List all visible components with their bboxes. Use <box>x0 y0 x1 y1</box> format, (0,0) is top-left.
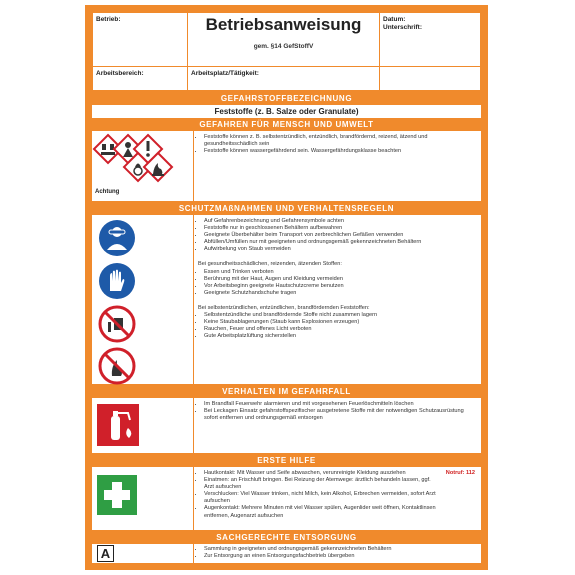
list-item: • Geeignete Überbehälter beim Transport von zerbrechlichen Gefäßen verwenden <box>204 232 477 239</box>
section-gefahrfall: VERHALTEN IM GEFAHRFALL <box>92 386 481 397</box>
operating-instruction-sheet <box>85 5 488 570</box>
list-item: • Sammlung in geeigneten und ordnungsgemäß gekennzeichneten Behältern <box>204 546 477 553</box>
substance-box <box>92 105 481 118</box>
datum-cell <box>379 12 481 67</box>
arbeitsplatz-cell <box>187 66 380 91</box>
list-item: • Zur Entsorgung an einen Entsorgungsfachbetrieb übergeben <box>204 553 477 560</box>
unterschrift-label: Unterschrift: <box>383 24 423 31</box>
header-table <box>92 12 481 91</box>
empty-cell <box>379 66 481 91</box>
first-aid-icons <box>92 467 194 530</box>
protection-intro-2: Bei gesundheitsschädlichen, reizenden, ätzenden Stoffen: <box>198 261 342 268</box>
section-schutz: SCHUTZMAßNAHMEN UND VERHALTENSREGELN <box>92 203 481 214</box>
page-title: Betriebsanweisung <box>205 15 362 34</box>
protection-box <box>92 215 481 384</box>
betrieb-label: Betrieb: <box>96 16 121 23</box>
signal-word: Achtung <box>95 189 120 195</box>
substance-name: Feststoffe (z. B. Salze oder Granulate) <box>214 107 359 116</box>
arbeitsbereich-cell <box>92 66 188 91</box>
list-item: • Berührung mit der Haut, Augen und Kleidung vermeiden <box>204 276 477 283</box>
list-item: • Verschlucken: Viel Wasser trinken, nicht Milch, kein Alkohol, Erbrechen vermeiden, sofort Arzt aufsuchen <box>204 491 441 505</box>
list-item: • Auf Gefahrenbezeichnung und Gefahrensymbole achten <box>204 218 477 225</box>
hazard-icons <box>92 131 194 201</box>
disposal-text <box>198 546 477 560</box>
gloves-mandatory-icon <box>97 261 137 301</box>
list-item: • Hautkontakt: Mit Wasser und Seife abwaschen, verunreinigte Kleidung ausziehen <box>204 470 441 477</box>
fire-extinguisher-icon <box>97 404 139 446</box>
list-item: • Vor Arbeitsbeginn geeignete Hautschutzcreme benutzen <box>204 283 477 290</box>
list-item: • Bei Leckagen Einsatz gefahrstoffspezifischer ausgetretene Stoffe mit der notwendigen Schutzausrüstung sofort entfernen und ordnungsgemäß entsorgen <box>204 408 477 422</box>
no-open-flame-icon <box>97 346 137 386</box>
list-item: • Essen und Trinken verboten <box>204 269 477 276</box>
hazard-text <box>198 134 477 155</box>
list-item: • Einatmen: an Frischluft bringen. Bei Reizung der Atemwege: ärztlich behandeln lassen, ggf. Arzt aufsuchen <box>204 477 441 491</box>
list-item: • Feststoffe nur in geschlossenen Behältern aufbewahren <box>204 225 477 232</box>
list-item: • Aufwirbelung von Staub vermeiden <box>204 246 477 253</box>
list-item: • Augenkontakt: Mehrere Minuten mit viel Wasser spülen, Augenlider weit öffnen, Kontaktlinsen entfernen, Augenarzt aufsuchen <box>204 505 441 519</box>
page-subtitle: gem. §14 GefStoffV <box>253 43 314 50</box>
betrieb-cell <box>92 12 188 67</box>
disposal-category-badge: A <box>97 545 114 562</box>
list-item: • Geeignete Schutzhandschuhe tragen <box>204 290 477 297</box>
datum-label: Datum: <box>383 16 406 23</box>
list-item: • Im Brandfall Feuerwehr alarmieren und mit vorgesehenen Feuerlöschmitteln löschen <box>204 401 477 408</box>
no-eating-drinking-icon <box>97 304 137 344</box>
first-aid-cross-icon <box>97 475 137 515</box>
section-entsorgung: SACHGERECHTE ENTSORGUNG <box>92 532 481 543</box>
section-gefahren: GEFAHREN FÜR MENSCH UND UMWELT <box>92 119 481 130</box>
emergency-icons <box>92 398 194 453</box>
hazard-box <box>92 131 481 201</box>
title-cell <box>187 12 380 67</box>
emergency-box <box>92 398 481 453</box>
first-aid-text <box>198 470 441 520</box>
list-item: • Feststoffe können z. B. selbstentzündlich, entzündlich, brandfördernd, reizend, ätzend und gesundheitsschädlich sein <box>204 134 477 148</box>
emergency-number: Notruf: 112 <box>445 470 475 476</box>
protection-icons <box>92 215 194 384</box>
list-item: • Gute Arbeitsplatzlüftung sicherstellen <box>204 333 477 340</box>
arbeitsplatz-label: Arbeitsplatz/Tätigkeit: <box>191 70 259 77</box>
list-item: • Feststoffe können wassergefährdend sein. Wassergefährdungsklasse beachten <box>204 148 477 155</box>
disposal-box <box>92 544 481 563</box>
list-item: • Abfüllen/Umfüllen nur mit geeigneten und ordnungsgemäß gekennzeichneten Behältern <box>204 239 477 246</box>
protection-intro-3: Bei selbstentzündlichen, entzündlichen, brandfördernden Feststoffen: <box>198 304 370 311</box>
list-item: • Keine Staubablagerungen (Staub kann Explosionen erzeugen) <box>204 319 477 326</box>
sheet-inner <box>92 12 481 563</box>
protection-text <box>198 218 477 340</box>
first-aid-box <box>92 467 481 530</box>
section-gefahrstoff: GEFAHRSTOFFBEZEICHNUNG <box>92 93 481 104</box>
list-item: • Rauchen, Feuer und offenes Licht verboten <box>204 326 477 333</box>
arbeitsbereich-label: Arbeitsbereich: <box>96 70 144 77</box>
section-erstehilfe: ERSTE HILFE <box>92 455 481 466</box>
list-item: • Selbstentzündliche und brandfördernde Stoffe nicht zusammen lagern <box>204 312 477 319</box>
emergency-text <box>198 401 477 422</box>
goggles-mandatory-icon <box>97 218 137 258</box>
disposal-icons <box>92 544 194 563</box>
